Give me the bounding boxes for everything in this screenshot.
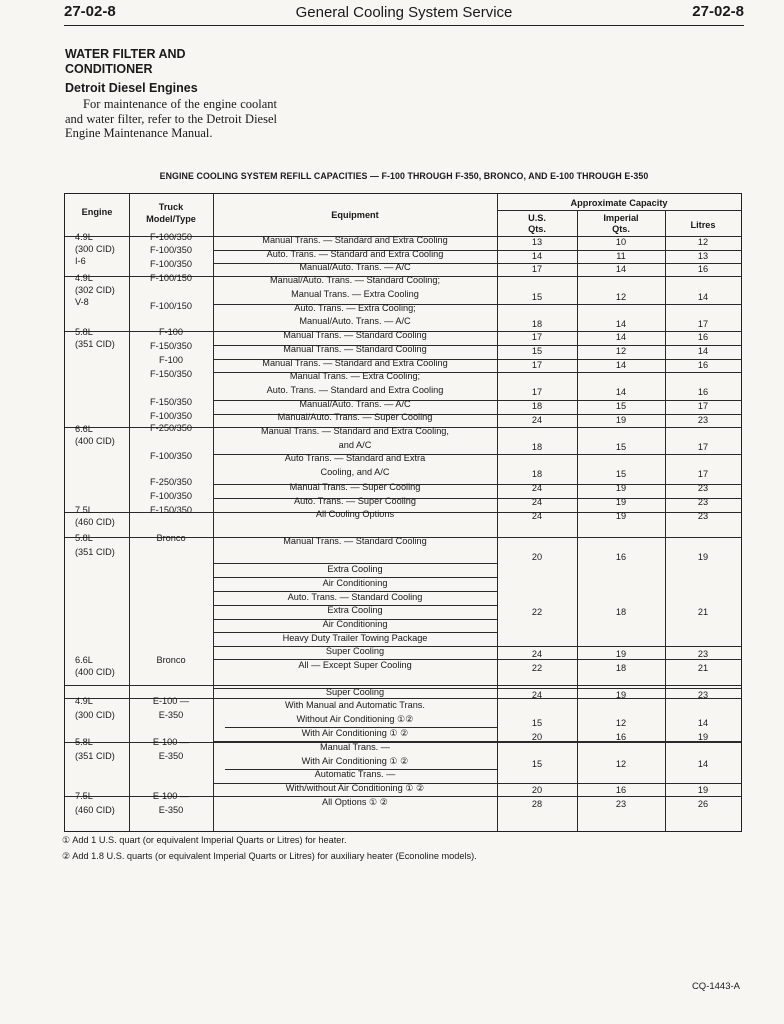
page-number-right: 27-02-8 xyxy=(692,3,744,20)
equipment-cell: Extra Cooling xyxy=(327,605,383,615)
litres-cell: 16 xyxy=(697,387,709,397)
engine-cell: (300 CID) xyxy=(75,710,115,720)
header-truck: Truck xyxy=(158,202,184,212)
model-cell: F-100/350 xyxy=(150,232,192,242)
engine-cell: 4.9L xyxy=(75,696,93,706)
model-cell: F-100 xyxy=(158,327,183,337)
equipment-cell: Manual/Auto. Trans. — Standard Cooling; xyxy=(269,275,441,285)
litres-cell: 16 xyxy=(697,264,709,274)
us-qts-cell: 17 xyxy=(531,360,543,370)
imperial-qts-cell: 16 xyxy=(615,785,627,795)
us-qts-cell: 15 xyxy=(531,346,543,356)
us-qts-cell: 17 xyxy=(531,387,543,397)
model-cell: E-100 — xyxy=(152,737,190,747)
header-approx-capacity: Approximate Capacity xyxy=(570,198,668,208)
us-qts-cell: 14 xyxy=(531,251,543,261)
equipment-cell: All Options ① ② xyxy=(321,797,388,807)
imperial-qts-cell: 11 xyxy=(616,251,626,261)
us-qts-cell: 24 xyxy=(531,483,543,493)
equipment-cell: Manual Trans. — Standard and Extra Cooling xyxy=(262,358,448,368)
imperial-qts-cell: 19 xyxy=(615,690,627,700)
engine-cell: I-6 xyxy=(75,256,86,266)
us-qts-cell: 18 xyxy=(531,442,543,452)
litres-cell: 19 xyxy=(697,732,709,742)
litres-cell: 14 xyxy=(697,718,709,728)
engine-cell: (300 CID) xyxy=(75,244,115,254)
imperial-qts-cell: 14 xyxy=(615,387,627,397)
engine-cell: (351 CID) xyxy=(75,547,115,557)
litres-cell: 23 xyxy=(697,511,709,521)
litres-cell: 12 xyxy=(697,237,709,247)
equipment-cell: With Air Conditioning ① ② xyxy=(301,756,409,766)
imperial-qts-cell: 12 xyxy=(615,759,627,769)
model-cell: F-100/350 xyxy=(150,245,192,255)
equipment-cell: All Cooling Options xyxy=(315,509,395,519)
us-qts-cell: 20 xyxy=(531,552,543,562)
us-qts-cell: 17 xyxy=(531,332,543,342)
model-cell: E-350 xyxy=(158,805,184,815)
engine-cell: (400 CID) xyxy=(75,436,115,446)
engine-cell: (460 CID) xyxy=(75,805,115,815)
imperial-qts-cell: 15 xyxy=(615,401,627,411)
equipment-cell: Manual Trans. — Super Cooling xyxy=(289,482,421,492)
model-cell: F-150/350 xyxy=(150,341,192,351)
us-qts-cell: 20 xyxy=(531,785,543,795)
footnote-2: ② Add 1.8 U.S. quarts (or equivalent Imperial Quarts or Litres) for auxiliary heater (Econoline models). xyxy=(62,851,477,861)
page-number-left: 27-02-8 xyxy=(64,3,116,20)
imperial-qts-cell: 14 xyxy=(615,332,627,342)
page-header xyxy=(64,3,744,26)
model-cell: Bronco xyxy=(156,533,186,543)
engine-cell: (302 CID) xyxy=(75,285,115,295)
figure-id: CQ-1443-A xyxy=(691,981,740,992)
model-cell: F-100 xyxy=(158,355,183,365)
imperial-qts-cell: 10 xyxy=(615,237,627,247)
section-subhead: Detroit Diesel Engines xyxy=(65,81,198,95)
imperial-qts-cell: 14 xyxy=(615,319,627,329)
model-cell: E-100 — xyxy=(152,791,190,801)
engine-cell: (460 CID) xyxy=(75,517,115,527)
us-qts-cell: 24 xyxy=(531,415,543,425)
equipment-cell: Super Cooling xyxy=(325,646,385,656)
imperial-qts-cell: 12 xyxy=(615,346,627,356)
model-cell: F-100/150 xyxy=(150,273,192,283)
us-qts-cell: 22 xyxy=(531,663,543,673)
litres-cell: 19 xyxy=(697,785,709,795)
header-equipment: Equipment xyxy=(331,210,379,220)
table-title: ENGINE COOLING SYSTEM REFILL CAPACITIES — F-100 THROUGH F-350, BRONCO, AND E-100 THROUGH E-350 xyxy=(159,171,649,181)
imperial-qts-cell: 15 xyxy=(615,469,627,479)
equipment-cell: Manual Trans. — Standard Cooling xyxy=(283,344,427,354)
model-cell: F-250/350 xyxy=(150,477,192,487)
imperial-qts-cell: 19 xyxy=(615,649,627,659)
model-cell: E-100 — xyxy=(152,696,190,706)
model-cell: E-350 xyxy=(158,710,184,720)
equipment-cell: and A/C xyxy=(338,440,372,450)
litres-cell: 21 xyxy=(697,607,709,617)
section-title xyxy=(65,47,285,77)
header-imperial: Imperial xyxy=(603,213,639,223)
imperial-qts-cell: 12 xyxy=(615,292,627,302)
engine-cell: 7.5L xyxy=(75,791,93,801)
equipment-cell: Auto Trans. — Standard and Extra xyxy=(284,453,426,463)
model-cell: F-150/350 xyxy=(150,505,192,515)
litres-cell: 16 xyxy=(697,360,709,370)
us-qts-cell: 18 xyxy=(531,469,543,479)
litres-cell: 14 xyxy=(697,759,709,769)
litres-cell: 23 xyxy=(697,649,709,659)
us-qts-cell: 24 xyxy=(531,511,543,521)
equipment-cell: Manual Trans. — xyxy=(320,742,390,752)
engine-cell: (351 CID) xyxy=(75,751,115,761)
header-imperial-qts: Qts. xyxy=(612,224,630,234)
litres-cell: 23 xyxy=(697,497,709,507)
litres-cell: 26 xyxy=(697,799,709,809)
equipment-cell: Manual/Auto. Trans. — A/C xyxy=(299,262,411,272)
equipment-cell: With/without Air Conditioning ① ② xyxy=(285,783,425,793)
imperial-qts-cell: 14 xyxy=(615,264,627,274)
imperial-qts-cell: 16 xyxy=(615,552,627,562)
litres-cell: 17 xyxy=(697,469,709,479)
equipment-cell: Auto. Trans. — Standard Cooling xyxy=(287,592,423,602)
equipment-cell: Cooling, and A/C xyxy=(320,467,390,477)
us-qts-cell: 24 xyxy=(531,690,543,700)
imperial-qts-cell: 15 xyxy=(615,442,627,452)
us-qts-cell: 24 xyxy=(531,497,543,507)
us-qts-cell: 22 xyxy=(531,607,543,617)
litres-cell: 17 xyxy=(697,401,709,411)
us-qts-cell: 24 xyxy=(531,649,543,659)
model-cell: F-250/350 xyxy=(150,423,192,433)
equipment-cell: Super Cooling xyxy=(325,687,385,697)
section-title-line-1: WATER FILTER AND xyxy=(65,47,186,61)
engine-cell: 4.9L xyxy=(75,273,93,283)
us-qts-cell: 17 xyxy=(531,264,543,274)
equipment-cell: Automatic Trans. — xyxy=(314,769,396,779)
us-qts-cell: 18 xyxy=(531,401,543,411)
engine-cell: 5.8L xyxy=(75,737,93,747)
litres-cell: 23 xyxy=(697,690,709,700)
imperial-qts-cell: 16 xyxy=(615,732,627,742)
us-qts-cell: 15 xyxy=(531,292,543,302)
equipment-cell: Auto. Trans. — Extra Cooling; xyxy=(294,303,416,313)
us-qts-cell: 18 xyxy=(531,319,543,329)
engine-cell: 4.9L xyxy=(75,232,93,242)
imperial-qts-cell: 19 xyxy=(615,415,627,425)
equipment-cell: Manual Trans. — Standard Cooling xyxy=(283,330,427,340)
header-litres: Litres xyxy=(690,220,716,230)
equipment-cell: Air Conditioning xyxy=(322,578,388,588)
engine-cell: 6.6L xyxy=(75,655,93,665)
header-model-type: Model/Type xyxy=(146,214,196,224)
imperial-qts-cell: 19 xyxy=(615,497,627,507)
litres-cell: 13 xyxy=(697,251,709,261)
equipment-cell: Auto. Trans. — Standard and Extra Cooling xyxy=(266,249,444,259)
engine-cell: (351 CID) xyxy=(75,339,115,349)
engine-cell: 7.5L xyxy=(75,505,93,515)
imperial-qts-cell: 14 xyxy=(615,360,627,370)
equipment-cell: Manual Trans. — Standard and Extra Cooling xyxy=(262,235,448,245)
equipment-cell: Auto. Trans. — Super Cooling xyxy=(293,496,417,506)
litres-cell: 23 xyxy=(697,415,709,425)
equipment-cell: Manual/Auto. Trans. — A/C xyxy=(299,399,411,409)
model-cell: F-150/350 xyxy=(150,369,192,379)
litres-cell: 21 xyxy=(697,663,709,673)
equipment-cell: Without Air Conditioning ①② xyxy=(296,714,414,724)
section-body: For maintenance of the engine coolant and water filter, refer to the Detroit Diesel Engine Maintenance Manual. xyxy=(65,97,277,140)
engine-cell: 5.8L xyxy=(75,533,93,543)
imperial-qts-cell: 18 xyxy=(615,663,627,673)
model-cell: F-100/350 xyxy=(150,491,192,501)
litres-cell: 23 xyxy=(697,483,709,493)
equipment-cell: Manual Trans. — Standard Cooling xyxy=(283,536,427,546)
equipment-cell: With Air Conditioning ① ② xyxy=(301,728,409,738)
litres-cell: 17 xyxy=(697,319,709,329)
model-cell: F-100/350 xyxy=(150,451,192,461)
engine-cell: (400 CID) xyxy=(75,667,115,677)
model-cell: F-100/350 xyxy=(150,259,192,269)
engine-cell: V-8 xyxy=(75,297,89,307)
imperial-qts-cell: 23 xyxy=(615,799,627,809)
us-qts-cell: 28 xyxy=(531,799,543,809)
equipment-cell: Air Conditioning xyxy=(322,619,388,629)
engine-cell: 6.6L xyxy=(75,424,93,434)
page-title: General Cooling System Service xyxy=(295,4,513,21)
equipment-cell: Manual/Auto. Trans. — A/C xyxy=(299,316,411,326)
us-qts-cell: 15 xyxy=(531,759,543,769)
model-cell: F-100/350 xyxy=(150,411,192,421)
us-qts-cell: 20 xyxy=(531,732,543,742)
model-cell: F-150/350 xyxy=(150,397,192,407)
litres-cell: 17 xyxy=(697,442,709,452)
us-qts-cell: 15 xyxy=(531,718,543,728)
equipment-cell: With Manual and Automatic Trans. xyxy=(285,700,425,710)
litres-cell: 16 xyxy=(697,332,709,342)
refill-capacities-table xyxy=(64,193,742,832)
header-engine: Engine xyxy=(81,207,113,217)
model-cell: F-100/150 xyxy=(150,301,192,311)
header-us: U.S. xyxy=(528,213,546,223)
equipment-cell: Heavy Duty Trailer Towing Package xyxy=(282,633,428,643)
equipment-cell: Auto. Trans. — Standard and Extra Cooling xyxy=(266,385,444,395)
model-cell: Bronco xyxy=(156,655,186,665)
litres-cell: 19 xyxy=(697,552,709,562)
row-divider xyxy=(497,210,741,211)
litres-cell: 14 xyxy=(697,346,709,356)
equipment-cell: Manual Trans. — Extra Cooling; xyxy=(289,371,421,381)
us-qts-cell: 13 xyxy=(531,237,543,247)
equipment-cell: Manual/Auto. Trans. — Super Cooling xyxy=(277,412,433,422)
equipment-cell: Manual Trans. — Standard and Extra Cooling, xyxy=(261,426,449,436)
row-divider xyxy=(65,685,741,686)
equipment-cell: Extra Cooling xyxy=(327,564,383,574)
engine-cell: 5.8L xyxy=(75,327,93,337)
equipment-cell: All — Except Super Cooling xyxy=(298,660,412,670)
model-cell: E-350 xyxy=(158,751,184,761)
imperial-qts-cell: 19 xyxy=(615,483,627,493)
imperial-qts-cell: 12 xyxy=(615,718,627,728)
litres-cell: 14 xyxy=(697,292,709,302)
equipment-cell: Manual Trans. — Extra Cooling xyxy=(291,289,419,299)
section-title-line-2: CONDITIONER xyxy=(65,62,153,76)
imperial-qts-cell: 18 xyxy=(615,607,627,617)
imperial-qts-cell: 19 xyxy=(615,511,627,521)
footnote-1: ① Add 1 U.S. quart (or equivalent Imperial Quarts or Litres) for heater. xyxy=(62,835,347,845)
header-us-qts: Qts. xyxy=(528,224,546,234)
